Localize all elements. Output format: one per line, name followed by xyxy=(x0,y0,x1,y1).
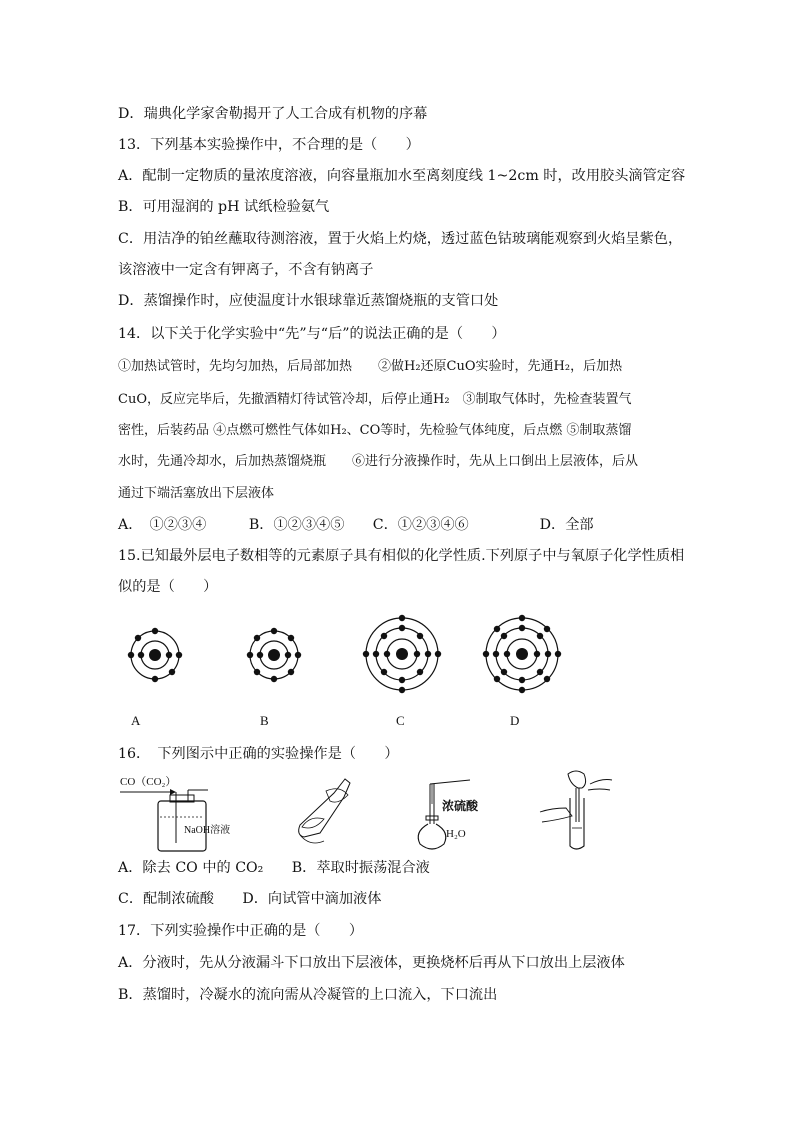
atom-label-b: B xyxy=(260,713,269,728)
dropper-test-tube-drawing xyxy=(538,768,618,853)
q14-options: A． ①②③④ B．①②③④⑤ C．①②③④⑥ D．全部 xyxy=(118,517,594,533)
q14-statement-line2: CuO，反应完毕后，先撤酒精灯待试管冷却，后停止通H₂ ③制取气体时，先检查装置气 xyxy=(118,392,632,407)
q13-option-b: B．可用湿润的 pH 试纸检验氨气 xyxy=(118,199,330,215)
q14-statement-line1: ①加热试管时，先均匀加热，后局部加热 ②做H₂还原CuO实验时，先通H₂，后加热 xyxy=(118,359,623,374)
q13-option-d: D．蒸馏操作时，应使温度计水银球靠近蒸馏烧瓶的支管口处 xyxy=(118,293,499,309)
q13-option-c-line2: 该溶液中一定含有钾离子，不含有钠离子 xyxy=(118,262,374,278)
q13-stem: 13．下列基本实验操作中，不合理的是（ ） xyxy=(118,137,420,153)
q12-option-d: D．瑞典化学家舍勒揭开了人工合成有机物的序幕 xyxy=(118,106,428,122)
q16-stem: 16． 下列图示中正确的实验操作是（ ） xyxy=(118,746,399,762)
q16-options-ab: A．除去 CO 中的 CO₂ B．萃取时振荡混合液 xyxy=(118,860,430,876)
q14-stem: 14．以下关于化学实验中“先”与“后”的说法正确的是（ ） xyxy=(118,326,506,342)
atom-label-a: A xyxy=(131,713,141,728)
q16-options-cd: C．配制浓硫酸 D．向试管中滴加液体 xyxy=(118,891,382,907)
water-label: H₂O xyxy=(446,828,466,840)
atom-label-c: C xyxy=(396,713,405,728)
q15-stem-line2: 似的是（ ） xyxy=(118,579,218,595)
naoh-label: NaOH溶液 xyxy=(184,825,231,836)
atom-diagram-c xyxy=(360,612,444,696)
q15-stem-line1: 15.已知最外层电子数相等的元素原子具有相似的化学性质.下列原子中与氧原子化学性质相 xyxy=(118,548,685,564)
q17-option-a: A．分液时，先从分液漏斗下口放出下层液体，更换烧杯后再从下口放出上层液体 xyxy=(118,955,625,971)
q14-statement-line5: 通过下端活塞放出下层液体 xyxy=(118,486,275,501)
conc-acid-label: 浓硫酸 xyxy=(442,799,479,813)
q17-stem: 17．下列实验操作中正确的是（ ） xyxy=(118,923,364,939)
atom-diagram-a xyxy=(115,618,195,698)
atom-diagram-d xyxy=(480,612,564,696)
atom-diagram-b xyxy=(234,618,314,698)
separatory-funnel-shaking-drawing xyxy=(290,775,370,850)
gas-washing-bottle-drawing xyxy=(118,785,248,855)
q17-option-b: B．蒸馏时，冷凝水的流向需从冷凝管的上口流入，下口流出 xyxy=(118,987,498,1003)
q13-option-a: A．配制一定物质的量浓度溶液，向容量瓶加水至离刻度线 1~2cm 时，改用胶头滴管定容 xyxy=(118,168,686,184)
q14-statement-line3: 密性，后装药品 ④点燃可燃性气体如H₂、CO等时，先检验气体纯度，后点燃 ⑤制取蒸馏 xyxy=(118,423,632,438)
volumetric-flask-drawing xyxy=(410,778,490,853)
atom-label-d: D xyxy=(510,713,520,728)
gas-label: CO（CO₂） xyxy=(120,776,177,788)
q13-option-c-line1: C．用洁净的铂丝蘸取待测溶液，置于火焰上灼烧，透过蓝色钴玻璃能观察到火焰呈紫色， xyxy=(118,231,683,247)
q14-statement-line4: 水时，先通冷却水，后加热蒸馏烧瓶 ⑥进行分液操作时，先从上口倒出上层液体，后从 xyxy=(118,454,639,469)
